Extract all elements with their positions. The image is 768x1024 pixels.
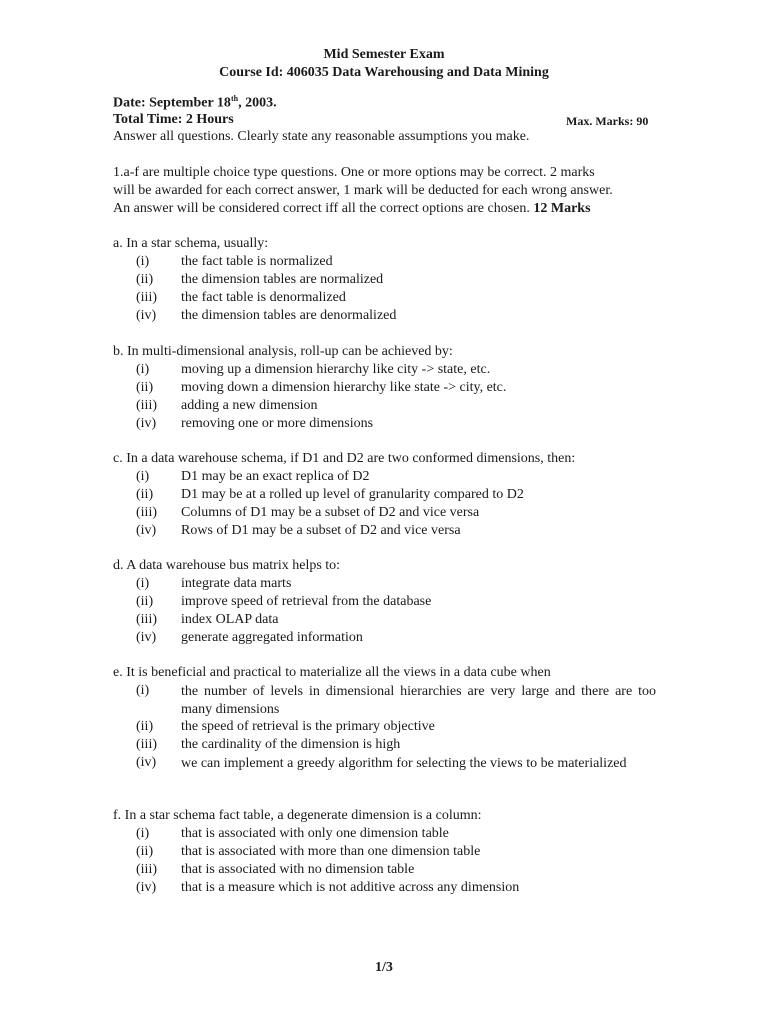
question-c-option-1-text: D1 may be an exact replica of D2: [181, 469, 370, 484]
intro-paragraph: [113, 164, 656, 218]
total-time: Total Time: 2 Hours: [113, 112, 234, 127]
question-b-option-4-number: (iv): [136, 416, 157, 431]
question-d-option-3-text: index OLAP data: [181, 612, 279, 627]
exam-date-superscript: th: [230, 94, 239, 103]
question-d-option-4-number: (iv): [136, 630, 157, 645]
question-e-option-3-text: the cardinality of the dimension is high: [181, 737, 401, 752]
question-e-stem: e. It is beneficial and practical to materialize all the views in a data cube when: [113, 665, 551, 680]
question-c-option-1-number: (i): [136, 469, 150, 484]
intro-line-1: 1.a-f are multiple choice type questions. One or more options may be correct. 2 marks: [113, 165, 595, 180]
question-c-option-4-text: Rows of D1 may be a subset of D2 and vice versa: [181, 523, 461, 538]
question-e-option-4-text: we can implement a greedy algorithm for selecting the views to be materialized: [181, 756, 627, 771]
question-a-option-1-text: the fact table is normalized: [181, 254, 333, 269]
question-a-option-4-number: (iv): [136, 308, 157, 323]
question-a-option-2-number: (ii): [136, 272, 154, 287]
course-title: Course Id: 406035 Data Warehousing and Data Mining: [219, 65, 549, 80]
intro-marks: 12 Marks: [533, 201, 591, 216]
question-f-option-2-number: (ii): [136, 844, 154, 859]
question-e-option-2-number: (ii): [136, 719, 154, 734]
exam-date-prefix: Date: September 18: [113, 95, 231, 111]
question-a-option-3-number: (iii): [136, 290, 157, 305]
max-marks: Max. Marks: 90: [566, 114, 649, 128]
page-number: 1/3: [375, 960, 393, 975]
instructions: Answer all questions. Clearly state any reasonable assumptions you make.: [113, 129, 530, 144]
question-a-option-1-number: (i): [136, 254, 150, 269]
question-c-option-4-number: (iv): [136, 523, 157, 538]
question-f-option-2-text: that is associated with more than one dimension table: [181, 844, 481, 859]
question-f-stem: f. In a star schema fact table, a degenerate dimension is a column:: [113, 808, 482, 823]
question-b-option-2-text: moving down a dimension hierarchy like state -> city, etc.: [181, 380, 507, 395]
question-a-stem: a. In a star schema, usually:: [113, 236, 269, 251]
exam-date-suffix: , 2003.: [238, 95, 277, 111]
exam-title: Mid Semester Exam: [323, 47, 445, 62]
question-d-option-4-text: generate aggregated information: [181, 630, 363, 645]
question-c-option-2-number: (ii): [136, 487, 154, 502]
question-e-option-3-number: (iii): [136, 737, 157, 752]
question-b-option-3-number: (iii): [136, 398, 157, 413]
question-d-option-1-number: (i): [136, 576, 150, 591]
intro-line-3-text: An answer will be considered correct iff all the correct options are chosen.: [113, 201, 530, 216]
question-c-stem: c. In a data warehouse schema, if D1 and D2 are two conformed dimensions, then:: [113, 451, 576, 466]
question-b-option-2-number: (ii): [136, 380, 154, 395]
question-f-option-3-text: that is associated with no dimension table: [181, 862, 415, 877]
intro-line-3: [113, 200, 656, 218]
question-b-option-1-number: (i): [136, 362, 150, 377]
question-d-option-2-number: (ii): [136, 594, 154, 609]
question-b-stem: b. In multi-dimensional analysis, roll-up can be achieved by:: [113, 344, 453, 359]
question-e-option-1-text: the number of levels in dimensional hierarchies are very large and there are too many dimensions: [181, 684, 656, 717]
question-a-option-2-text: the dimension tables are normalized: [181, 272, 384, 287]
question-d-option-2-text: improve speed of retrieval from the database: [181, 594, 432, 609]
question-f-option-4-number: (iv): [136, 880, 157, 895]
question-c-option-2-text: D1 may be at a rolled up level of granularity compared to D2: [181, 487, 524, 502]
question-e-option-4-number: (iv): [136, 755, 157, 770]
question-c-option-3-text: Columns of D1 may be a subset of D2 and vice versa: [181, 505, 480, 520]
question-d-option-1-text: integrate data marts: [181, 576, 292, 591]
question-a-option-3-text: the fact table is denormalized: [181, 290, 346, 305]
question-a-option-4-text: the dimension tables are denormalized: [181, 308, 397, 323]
question-f-option-1-text: that is associated with only one dimension table: [181, 826, 449, 841]
question-d-option-3-number: (iii): [136, 612, 157, 627]
question-b-option-4-text: removing one or more dimensions: [181, 416, 374, 431]
question-e-option-2-text: the speed of retrieval is the primary objective: [181, 719, 435, 734]
exam-date: [113, 94, 277, 112]
question-c-option-3-number: (iii): [136, 505, 157, 520]
question-e-option-1-number: (i): [136, 683, 150, 698]
question-b-option-1-text: moving up a dimension hierarchy like city -> state, etc.: [181, 362, 491, 377]
question-f-option-1-number: (i): [136, 826, 150, 841]
intro-line-2: will be awarded for each correct answer, 1 mark will be deducted for each wrong answer.: [113, 183, 613, 198]
question-b-option-3-text: adding a new dimension: [181, 398, 318, 413]
question-d-stem: d. A data warehouse bus matrix helps to:: [113, 558, 341, 573]
question-f-option-4-text: that is a measure which is not additive across any dimension: [181, 880, 520, 895]
question-f-option-3-number: (iii): [136, 862, 157, 877]
